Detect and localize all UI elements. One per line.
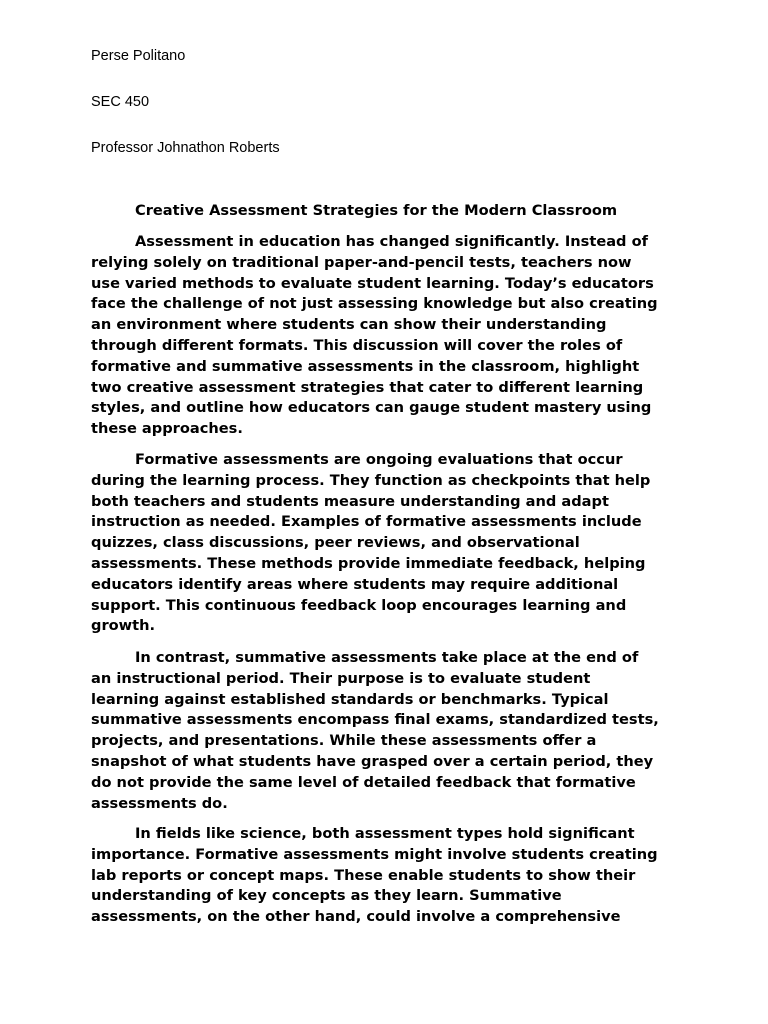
paragraph-line: during the learning process. They function as checkpoints that help bbox=[91, 471, 651, 489]
paragraph-line: learning against established standards or benchmarks. Typical bbox=[91, 690, 609, 708]
paragraph-line: understanding of key concepts as they learn. Summative bbox=[91, 887, 562, 905]
paragraph-line: assessments. These methods provide immediate feedback, helping bbox=[91, 554, 646, 572]
paragraph-line: do not provide the same level of detailed feedback that formative bbox=[91, 773, 636, 791]
paragraph-line: projects, and presentations. While these assessments offer a bbox=[91, 732, 597, 750]
paragraph-line: instruction as needed. Examples of formative assessments include bbox=[91, 513, 642, 531]
document-title: Creative Assessment Strategies for the Modern Classroom bbox=[135, 202, 618, 219]
paragraph-line: Assessment in education has changed significantly. Instead of bbox=[135, 233, 648, 250]
paragraph-line: snapshot of what students have grasped over a certain period, they bbox=[91, 752, 654, 770]
paragraph-line: two creative assessment strategies that cater to different learning bbox=[91, 378, 644, 396]
paragraph-line: these approaches. bbox=[91, 420, 243, 438]
paragraph-line: styles, and outline how educators can gauge student mastery using bbox=[91, 399, 652, 417]
paragraph-line: formative and summative assessments in the classroom, highlight bbox=[91, 357, 640, 375]
paragraph-line: Formative assessments are ongoing evaluations that occur bbox=[135, 451, 623, 468]
paragraph-line: In fields like science, both assessment types hold significant bbox=[135, 825, 635, 842]
paragraph-summative bbox=[91, 648, 691, 814]
professor-name: Professor Johnathon Roberts bbox=[91, 140, 280, 156]
paragraph-line: support. This continuous feedback loop encourages learning and bbox=[91, 596, 627, 614]
paragraph-line: assessments, on the other hand, could involve a comprehensive bbox=[91, 908, 621, 926]
author-name: Perse Politano bbox=[91, 48, 186, 64]
paragraph-line: importance. Formative assessments might involve students creating bbox=[91, 845, 658, 863]
course-code: SEC 450 bbox=[91, 94, 150, 110]
paragraph-line: both teachers and students measure understanding and adapt bbox=[91, 492, 609, 510]
paragraph-line: relying solely on traditional paper-and-pencil tests, teachers now bbox=[91, 253, 632, 271]
paragraph-line: use varied methods to evaluate student learning. Today’s educators bbox=[91, 274, 654, 292]
paragraph-line: growth. bbox=[91, 617, 156, 635]
paragraph-formative bbox=[91, 450, 691, 637]
paragraph-line: quizzes, class discussions, peer reviews, and observational bbox=[91, 534, 580, 552]
paragraph-line: In contrast, summative assessments take place at the end of bbox=[135, 649, 639, 666]
paragraph-line: educators identify areas where students may require additional bbox=[91, 575, 619, 593]
paragraph-line: summative assessments encompass final exams, standardized tests, bbox=[91, 711, 659, 729]
paragraph-science bbox=[91, 824, 691, 928]
paragraph-line: assessments do. bbox=[91, 794, 228, 812]
paragraph-introduction bbox=[91, 232, 691, 440]
paragraph-line: face the challenge of not just assessing knowledge but also creating bbox=[91, 295, 658, 313]
paragraph-line: through different formats. This discussion will cover the roles of bbox=[91, 336, 623, 354]
paragraph-line: lab reports or concept maps. These enable students to show their bbox=[91, 866, 636, 884]
paragraph-line: an environment where students can show their understanding bbox=[91, 316, 607, 334]
paragraph-line: an instructional period. Their purpose is to evaluate student bbox=[91, 669, 591, 687]
